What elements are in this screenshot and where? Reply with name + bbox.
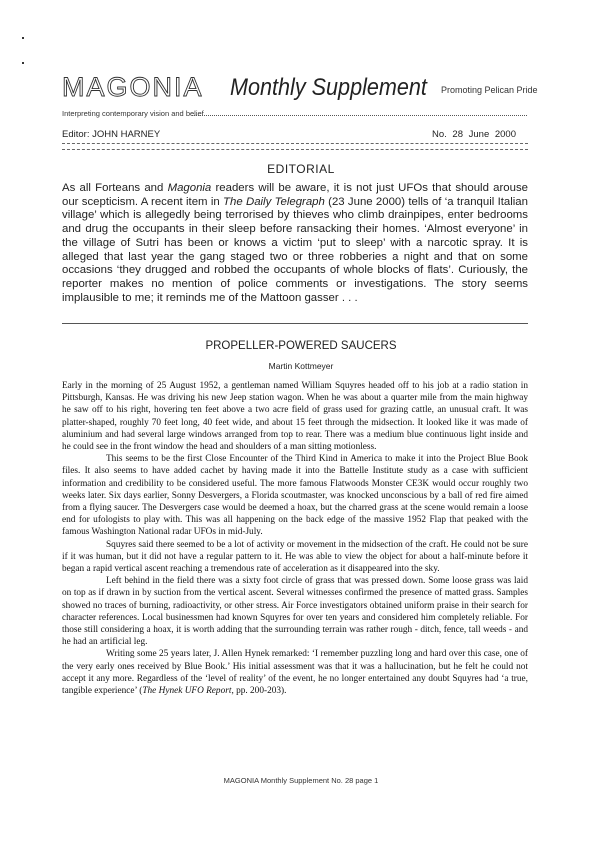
issue-number-date: No. 28 June 2000 (432, 129, 517, 140)
article-body (62, 380, 528, 697)
article-paragraph: Early in the morning of 25 August 1952, a gentleman named William Squyres headed off to his job at a radio station in Pittsburgh, Kansas. He was driving his new Jeep station wagon. When he was about a quarter mile from the main highway he saw off to his right, hovering ten feet above a two acre field of grass used for grazing cattle, an unusual craft. It was platter-shaped, roughly 70 feet long, 40 feet wide, and about 15 feet through the midsection. It looked like it was made of aluminium and had several large windows arranged from top to rear. There was a medium blue continuous light inside and he could see in the front window the head and shoulders of a man sitting motionless. (62, 381, 528, 453)
page-footer: MAGONIA Monthly Supplement No. 28 page 1 (223, 776, 379, 785)
book-title: The Hynek UFO Report (142, 686, 232, 697)
header-double-rule (62, 143, 528, 150)
article-paragraph: Squyres said there seemed to be a lot of activity or movement in the midsection of the craft. He could not be sure if it was human, but it did not have a regular pattern to it. He was able to view the object for about a half-minute before it began a rapid vertical ascent reaching a tremendous rate of acceleration as it disappeared into the sky. (62, 539, 528, 575)
article-paragraph: Writing some 25 years later, J. Allen Hynek remarked: ‘I remember puzzling long and hard over this case, one of the very early ones received by Blue Book.’ His initial assessment was that it was a hallucination, but he felt he could not accept it any more. Regardless of the ‘level of reality’ of the event, he no longer entertained any doubt Squyres had ‘a true, tangible experience’ (The Hynek UFO Report, pp. 200-203). (62, 649, 528, 697)
editor-credit: Editor: JOHN HARNEY (62, 129, 161, 140)
editorial-text: As all Forteans and Magonia readers will be aware, it is not just UFOs that should arouse our scepticism. A recent item in The Daily Telegraph (23 June 2000) tells of ‘a tranquil Italian village’ which is allegedly being terrorised by thieves who climb drainpipes, enter bedrooms and drug the occupants in their sleep before ransacking their homes. ‘Almost everyone’ in the village of Sutri has been or knows a victim ‘put to sleep’ with a narcotic spray. It is alleged that last year the gang staged two or three robberies a night and that on some occasions ‘they drugged and robbed the occupants of whole blocks of flats’. Curiously, the reporter makes no mention of police comments or investigations. The story seems implausible to me; it reminds me of the Mattoon gasser . . . (62, 182, 528, 304)
scan-speck (22, 62, 24, 64)
editorial-heading: EDITORIAL (267, 162, 335, 176)
tagline-rule (192, 115, 527, 116)
article-byline: Martin Kottmeyer (268, 361, 334, 371)
monthly-supplement-title: Monthly Supplement (230, 74, 427, 101)
newspaper-title: The Daily Telegraph (223, 195, 325, 208)
article-paragraph: Left behind in the field there was a sixty foot circle of grass that was pressed down. Some loose grass was laid on top as if drawn in by suction from the vertical ascent. Several witnesses confirmed the presence of matted grass. Samples showed no traces of burning, radioactivity, or other stress. Air Force investigators obtained uniform praise in their search for character references. Local businessmen had known Squyres for over ten years and considered him completely reliable. For those still considering a hoax, it is worth adding that the surrounding terrain was rather rough - ditch, fence, tall weeds - and he had an artificial leg. (62, 576, 528, 648)
scan-speck (22, 37, 24, 39)
masthead (62, 72, 542, 102)
tagline: Interpreting contemporary vision and belief (62, 109, 204, 118)
magonia-logo: MAGONIA (62, 72, 204, 102)
article-paragraph: This seems to be the first Close Encounter of the Third Kind in America to make it into the Project Blue Book files. It also seems to have added cachet by having made it into the Battelle Institute study as a case with sufficient information and credibility to be considered useful. The more famous Flatwoods Monster CE3K would occur roughly two weeks later. Six days earlier, Sonny Desvergers, a Florida scoutmaster, was knocked unconscious by a ball of red fire aimed from a flying saucer. The Desvergers case would be deemed a hoax, but the charred grass at the scene would remain a loose end for ufologists to play with. This was all happening on the back edge of the massive 1952 Flap that peaked with the famous Washington National radar UFOs in mid-July. (62, 454, 528, 538)
section-divider (62, 323, 528, 324)
motto: Promoting Pelican Pride (441, 85, 538, 95)
article-heading: PROPELLER-POWERED SAUCERS (205, 340, 397, 352)
magonia-italic: Magonia (167, 182, 212, 194)
